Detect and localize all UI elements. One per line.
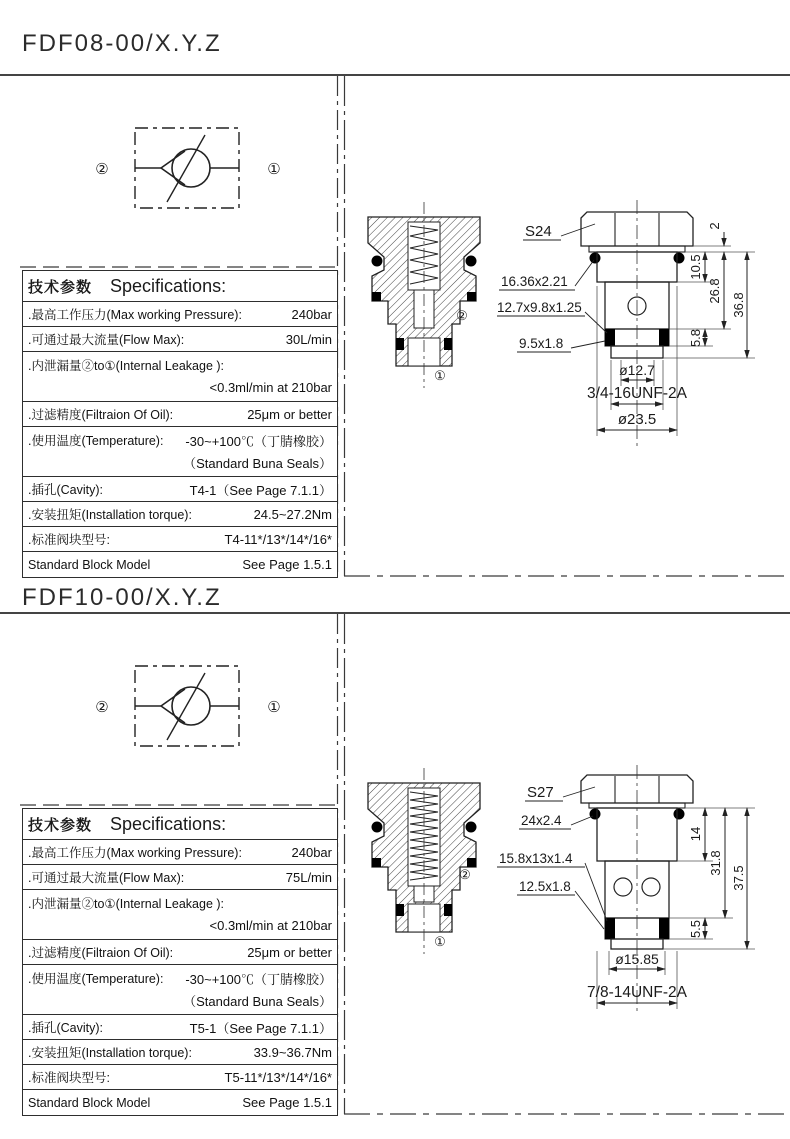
dim-bore: ø12.7 [619, 362, 655, 378]
dim-mid: 26.8 [707, 278, 722, 304]
check-seat [161, 689, 185, 723]
callout-backup-leader [585, 312, 607, 333]
seal-block-left [605, 329, 615, 346]
specs-header [23, 809, 337, 840]
callout-backup-leader [585, 863, 607, 921]
block-model-value: T4-11*/13*/14*/16* [224, 531, 332, 547]
block-model-en-label: Standard Block Model [28, 557, 151, 572]
row-flow-max [23, 865, 337, 890]
symbol-port-2-label: ② [95, 699, 109, 716]
cross-hole-left [614, 878, 632, 896]
seal-right [467, 858, 476, 867]
row-internal-leakage [23, 890, 337, 940]
leakage-value: <0.3ml/min at 210bar [209, 917, 332, 933]
oring-left [372, 256, 383, 267]
callout-oring-bottom-leader [575, 891, 604, 929]
cross-section-drawing-fdf10 [352, 764, 500, 958]
callout-oring-bottom: 12.5x1.8 [519, 879, 571, 894]
oring-dot-left [590, 809, 601, 820]
row-max-pressure [23, 302, 337, 327]
max-pressure-label: .最高工作压力(Max working Pressure): [28, 308, 242, 322]
filtration-label: .过滤精度(Filtraion Of Oil): [28, 946, 174, 960]
temperature-label: .使用温度(Temperature): [28, 434, 164, 448]
leakage-label: .内泄漏量②to①(Internal Leakage ): [28, 359, 225, 373]
dim-gap-top: 2 [707, 222, 722, 230]
row-cavity [23, 477, 337, 502]
filtration-label: .过滤精度(Filtraion Of Oil): [28, 408, 174, 422]
specs-header [23, 271, 337, 302]
dim-total: 36.8 [731, 292, 746, 318]
flow-label: .可通过最大流量(Flow Max): [28, 871, 185, 885]
extension-lines [597, 246, 755, 436]
seal-left [372, 292, 381, 301]
row-filtration [23, 940, 337, 965]
torque-value: 33.9~36.7Nm [253, 1044, 332, 1060]
callout-oring-top-leader [571, 816, 593, 825]
nose-seal-left [396, 338, 404, 350]
specs-header-en: Specifications: [110, 275, 227, 296]
temperature-value2: （Standard Buna Seals） [183, 455, 332, 471]
filtration-value: 25μm or better [247, 406, 332, 422]
callout-hex-leader [563, 787, 595, 797]
cavity-value: T5-1（See Page 7.1.1） [189, 1020, 332, 1036]
section-port-2-label: ② [459, 867, 471, 882]
callout-oring-top-leader [575, 260, 594, 286]
block-model-value: T5-11*/13*/14*/16* [224, 1069, 332, 1085]
nose-seal-right [444, 338, 452, 350]
temperature-label: .使用温度(Temperature): [28, 972, 164, 986]
row-cavity [23, 1015, 337, 1040]
callout-oring-top: 16.36x2.21 [501, 274, 568, 289]
thread-spec: 3/4-16UNF-2A [587, 385, 687, 402]
flow-label: .可通过最大流量(Flow Max): [28, 333, 185, 347]
dim-upper: 10.5 [688, 254, 703, 280]
check-valve-symbol [78, 660, 308, 755]
callout-hex: S24 [525, 223, 552, 240]
model-title-fdf08: FDF08-00/X.Y.Z [22, 30, 222, 57]
dim-total: 37.5 [731, 865, 746, 891]
leakage-label: .内泄漏量②to①(Internal Leakage ): [28, 897, 225, 911]
max-pressure-value: 240bar [291, 844, 332, 860]
torque-label: .安装扭矩(Installation torque): [28, 1046, 192, 1060]
specs-header-cn: 技术参数 [28, 816, 93, 834]
block-model-cn-label: .标准阀块型号: [28, 533, 110, 547]
cross-section-drawing-fdf08 [352, 198, 500, 392]
row-max-pressure [23, 840, 337, 865]
seal-left [372, 858, 381, 867]
dimension-drawing-fdf08 [497, 196, 790, 452]
callout-hex-leader [561, 224, 595, 236]
row-temperature [23, 965, 337, 1015]
check-ball [172, 687, 210, 725]
nose-seal-left [396, 904, 404, 916]
dim-seal: 5.8 [688, 328, 703, 348]
section-port-2-label: ② [456, 308, 468, 323]
extension-lines [597, 808, 755, 1009]
callout-oring-top: 24x2.4 [521, 813, 562, 828]
callout-hex: S27 [527, 784, 554, 801]
check-ball [172, 149, 210, 187]
oring-right [466, 256, 477, 267]
seal-block-left [605, 918, 615, 939]
torque-label: .安装扭矩(Installation torque): [28, 508, 192, 522]
thread-spec: 7/8-14UNF-2A [587, 984, 687, 1001]
leakage-value: <0.3ml/min at 210bar [209, 379, 332, 395]
callout-oring-bottom-leader [571, 341, 605, 348]
callout-backup-ring: 15.8x13x1.4 [499, 851, 573, 866]
temperature-value: -30~+100℃（丁腈橡胶） [185, 433, 332, 449]
row-block-model-en [23, 552, 337, 577]
oring-dot-right [674, 253, 685, 264]
dim-seal: 5.5 [688, 919, 703, 939]
oring-dot-right [674, 809, 685, 820]
filtration-value: 25μm or better [247, 944, 332, 960]
cavity-label: .插孔(Cavity): [28, 483, 104, 497]
callout-oring-bottom: 9.5x1.8 [519, 336, 564, 351]
oring-dot-left [590, 253, 601, 264]
temperature-value: -30~+100℃（丁腈橡胶） [185, 971, 332, 987]
row-temperature [23, 427, 337, 477]
row-block-model-cn [23, 527, 337, 552]
flow-value: 75L/min [285, 869, 332, 885]
max-pressure-label: .最高工作压力(Max working Pressure): [28, 846, 242, 860]
cavity-label: .插孔(Cavity): [28, 1021, 104, 1035]
dim-upper: 14 [688, 826, 703, 842]
dimension-drawing-fdf10 [497, 763, 790, 1019]
block-model-en-label: Standard Block Model [28, 1095, 151, 1110]
block-model-page: See Page 1.5.1 [242, 557, 332, 572]
cavity-value: T4-1（See Page 7.1.1） [189, 482, 332, 498]
row-flow-max [23, 327, 337, 352]
dimension-lines [597, 808, 747, 1003]
row-block-model-en [23, 1090, 337, 1115]
oring-left [372, 822, 383, 833]
callout-backup-ring: 12.7x9.8x1.25 [497, 300, 582, 315]
row-torque [23, 1040, 337, 1065]
section-port-1-label: ① [434, 934, 446, 949]
symbol-port-1-label: ① [267, 161, 281, 178]
specs-table-fdf08 [22, 270, 338, 578]
dim-bore: ø15.85 [615, 951, 659, 967]
oring-right [466, 822, 477, 833]
nose-seal-right [444, 904, 452, 916]
temperature-value2: （Standard Buna Seals） [183, 993, 332, 1009]
section-port-1-label: ① [434, 368, 446, 383]
dim-od: ø23.5 [617, 411, 657, 428]
specs-table-fdf10 [22, 808, 338, 1116]
specs-header-en: Specifications: [110, 813, 227, 834]
check-valve-symbol [78, 122, 308, 217]
symbol-port-1-label: ① [267, 699, 281, 716]
seal-block-right [659, 918, 669, 939]
check-seat [161, 151, 185, 185]
seal-right [467, 292, 476, 301]
row-block-model-cn [23, 1065, 337, 1090]
dim-mid: 31.8 [708, 850, 723, 876]
block-model-cn-label: .标准阀块型号: [28, 1071, 110, 1085]
row-torque [23, 502, 337, 527]
seal-block-right [659, 329, 669, 346]
model-title-fdf10: FDF10-00/X.Y.Z [22, 584, 222, 611]
max-pressure-value: 240bar [291, 306, 332, 322]
row-internal-leakage [23, 352, 337, 402]
block-model-page: See Page 1.5.1 [242, 1095, 332, 1110]
torque-value: 24.5~27.2Nm [253, 506, 332, 522]
cross-hole-right [642, 878, 660, 896]
flow-value: 30L/min [285, 331, 332, 347]
symbol-port-2-label: ② [95, 161, 109, 178]
specs-header-cn: 技术参数 [28, 278, 93, 296]
row-filtration [23, 402, 337, 427]
